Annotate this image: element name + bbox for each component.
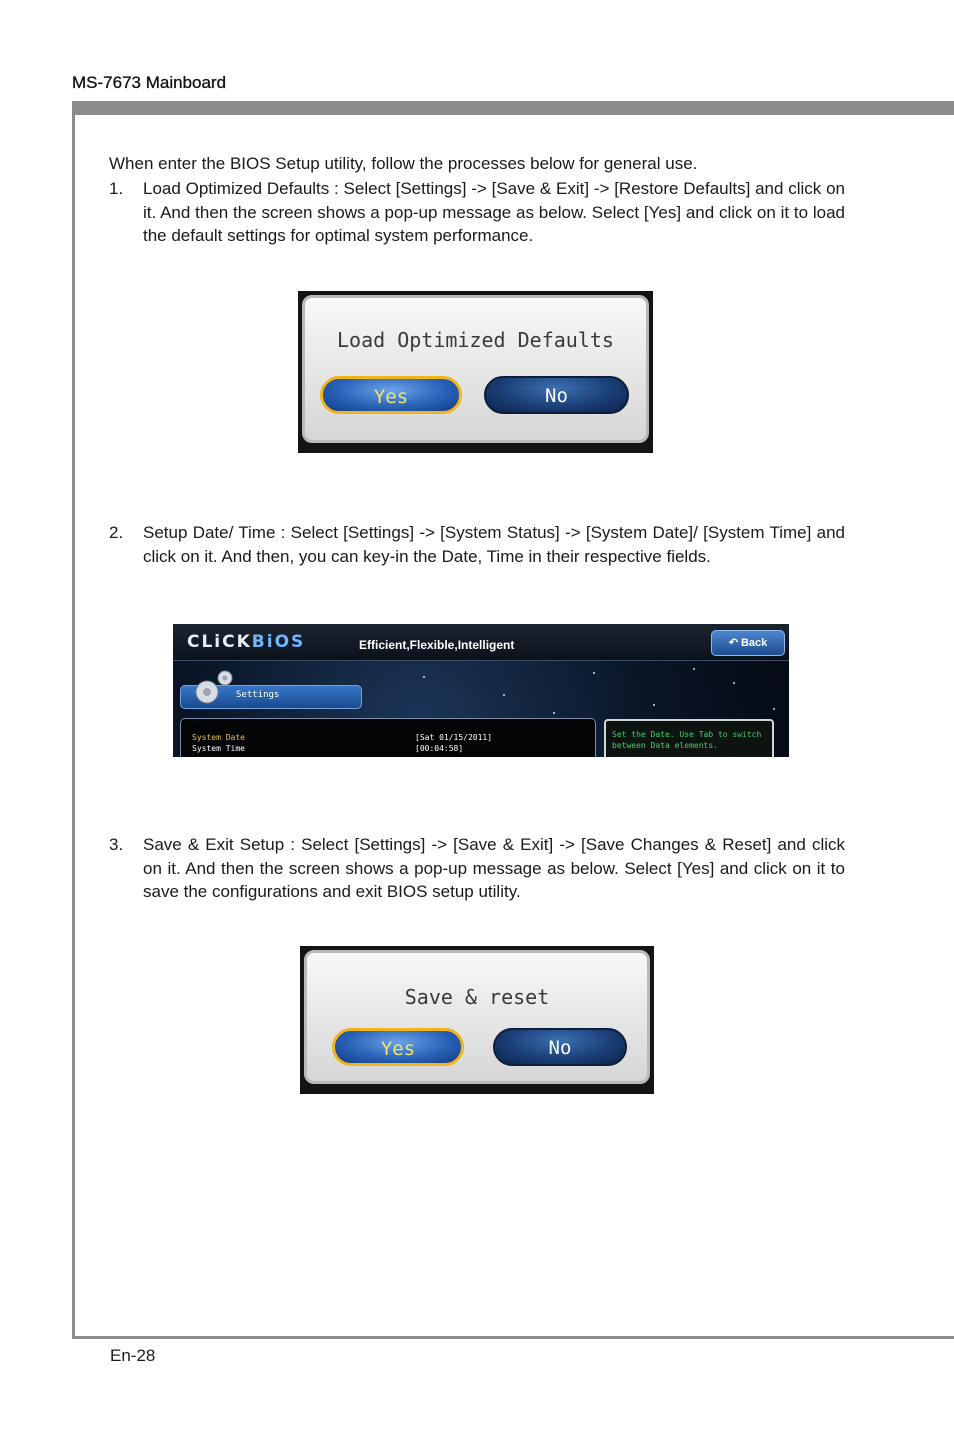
left-margin-rule bbox=[72, 101, 75, 1339]
gear-icon bbox=[189, 668, 239, 710]
star bbox=[773, 708, 775, 710]
header-bar bbox=[72, 101, 954, 115]
back-label: Back bbox=[740, 637, 768, 649]
popup-body bbox=[302, 295, 649, 443]
step-number: 2. bbox=[109, 523, 124, 542]
star bbox=[653, 704, 655, 706]
star bbox=[503, 694, 505, 696]
no-button[interactable]: No bbox=[484, 376, 629, 414]
system-time-label[interactable]: System Time bbox=[192, 744, 245, 753]
popup-title: Save & reset bbox=[404, 985, 550, 1009]
yes-button[interactable]: Yes bbox=[332, 1028, 464, 1066]
system-time-value[interactable]: [00:04:58] bbox=[415, 744, 464, 753]
step-2 bbox=[109, 521, 845, 568]
logo-text-b: BiOS bbox=[251, 632, 306, 652]
settings-label: Settings bbox=[236, 690, 280, 700]
save-reset-popup bbox=[300, 946, 654, 1094]
system-date-value[interactable]: [Sat 01/15/2011] bbox=[415, 733, 493, 742]
system-date-label[interactable]: System Date bbox=[192, 733, 245, 742]
star bbox=[423, 676, 425, 678]
step-number: 3. bbox=[109, 835, 124, 854]
step-1 bbox=[109, 177, 845, 248]
no-button[interactable]: No bbox=[493, 1028, 627, 1066]
step-text: Save & Exit Setup : Select [Settings] -> [Save & Exit] -> [Save Changes & Reset] and click on it. And then the screen shows a pop-up message as below. Select [Yes] and click on it to save the configurations and exit BIOS setup utility. bbox=[143, 835, 845, 901]
page-number: En-28 bbox=[110, 1346, 156, 1365]
page-header-title: MS-7673 Mainboard bbox=[72, 73, 227, 92]
logo-text-a: CLiCK bbox=[187, 632, 252, 652]
back-button[interactable] bbox=[711, 630, 785, 656]
step-3 bbox=[109, 833, 845, 904]
clickbios-logo bbox=[187, 632, 305, 652]
step-text: Load Optimized Defaults : Select [Settings] -> [Save & Exit] -> [Restore Defaults] and click on it. And then the screen shows a pop-up message as below. Select [Yes] and click on it to load the default settings for optimal system performance. bbox=[143, 179, 845, 245]
system-status-panel bbox=[180, 718, 596, 757]
intro-paragraph: When enter the BIOS Setup utility, follow the processes below for general use. bbox=[109, 154, 698, 173]
popup-title: Load Optimized Defaults bbox=[337, 328, 614, 352]
yes-button[interactable]: Yes bbox=[320, 376, 462, 414]
star bbox=[733, 682, 735, 684]
back-arrow-icon: ↶ bbox=[728, 637, 738, 649]
star bbox=[693, 668, 695, 670]
popup-body bbox=[304, 950, 650, 1084]
star bbox=[553, 712, 555, 714]
load-defaults-popup bbox=[298, 291, 653, 453]
step-text: Setup Date/ Time : Select [Settings] -> [System Status] -> [System Date]/ [System Time] and click on it. And then, you can key-in the Date, Time in their respective fields. bbox=[143, 523, 845, 566]
help-text: Set the Date. Use Tab to switch between Data elements. bbox=[612, 730, 762, 750]
help-panel bbox=[604, 719, 774, 757]
bios-title-bar bbox=[173, 624, 789, 661]
star bbox=[593, 672, 595, 674]
clickbios-screenshot bbox=[173, 624, 789, 757]
footer-rule bbox=[72, 1336, 954, 1339]
step-number: 1. bbox=[109, 179, 124, 198]
bios-tagline: Efficient,Flexible,Intelligent bbox=[359, 638, 515, 652]
